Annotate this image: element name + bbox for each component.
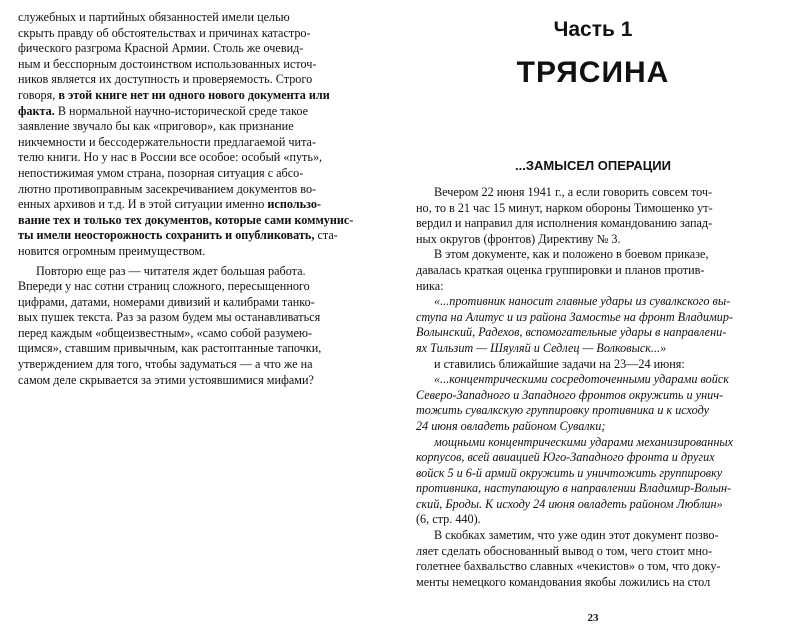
quote-line: ях Тильзит — Шяуляй и Седлец — Волковыск...» (416, 340, 667, 355)
left-line-bold (18, 213, 358, 229)
text-run: ста- (317, 228, 338, 243)
bold-run: вание тех и только тех документов, которые сами коммунис- (18, 212, 354, 227)
left-line: вых пушек текста. Раз за разом будем мы останавливаться (18, 310, 321, 325)
left-line-mixed (18, 228, 358, 244)
left-line: Впереди у нас сотни страниц сложного, пересыщенного (18, 279, 310, 294)
body-line: вердил и направил для исполнения командованию запад- (416, 216, 713, 231)
left-line: лютно противоправным засекречиванием документов во- (18, 181, 317, 196)
left-line-mixed (18, 104, 358, 120)
left-line: Повторю еще раз — читателя ждет большая работа. (36, 263, 306, 278)
quote-line: противника, наступающую в направлении Владимир-Волын- (416, 481, 732, 496)
left-line: ников является их доступность и проверяемость. Строго (18, 72, 313, 87)
left-line: скрыть правду об обстоятельствах и причинах катастро- (18, 25, 311, 40)
quote-line: ступа на Алитус и из района Замостье на фронт Владимир- (416, 309, 733, 324)
body-line: В скобках заметим, что уже один этот документ позво- (434, 528, 719, 543)
part-label: Часть 1 (553, 18, 633, 41)
body-line: давалась краткая оценка группировки и планов против- (416, 262, 705, 277)
quote-line: Северо-Западного и Западного фронтов окружить и унич- (416, 387, 724, 402)
quote-line: тожить сувалкскую группировку противника и к исходу (416, 403, 710, 418)
quote-line: «...противник наносит главные удары из сувалкского вы- (434, 294, 731, 309)
section-heading: ...ЗАМЫСЕЛ ОПЕРАЦИИ (515, 158, 671, 173)
body-line: менты немецкого командования якобы ложились на стол (416, 574, 711, 589)
text-run: В нормальной научно-исторической среде такое (57, 103, 309, 118)
body-line: В этом документе, как и положено в боевом приказе, (434, 247, 709, 262)
left-line: новится огромным преимуществом. (18, 243, 206, 258)
quote-line: Волынский, Радехов, вспомогательные удары в направлени- (416, 325, 727, 340)
body-line: ляет сделать обоснованный вывод о том, чего стоит мно- (416, 543, 713, 558)
quote-line: корпусов, всей авиацией Юго-Западного фронта и других (416, 450, 715, 465)
quote-line: мощными концентрическими ударами механизированных (434, 434, 734, 449)
left-line: непостижимая умом страна, позорная ситуация с абсо- (18, 165, 304, 180)
left-line: служебных и партийных обязанностей имели целью (18, 10, 290, 24)
left-line-mixed (18, 88, 358, 104)
body-line: ника: (416, 278, 444, 293)
left-line: утверждением для того, чтобы задуматься — а что же на (18, 357, 313, 372)
quote-line: войск 5 и 6-й армий окружить и уничтожить группировку (416, 465, 723, 480)
right-page (416, 10, 770, 590)
bold-run: в этой книге нет ни одного нового документа или (58, 87, 330, 102)
quote-line: 24 июня овладеть районом Сувалки; (416, 418, 606, 433)
page-number: 23 (587, 612, 599, 624)
bold-run: использо- (267, 197, 322, 212)
body-line: голетнее бахвальство славных «чекистов» о том, что доку- (416, 559, 721, 574)
left-line: перед каждым «общеизвестным», «само собой разумею- (18, 325, 313, 340)
part-title: ТРЯСИНА (516, 56, 670, 89)
left-line: никчемности и бессодержательности предлагаемой чита- (18, 134, 317, 149)
left-page (18, 10, 358, 388)
bold-run: факта. (18, 103, 55, 118)
left-line: цифрами, датами, номерами дивизий и калибрами танко- (18, 294, 315, 309)
body-line: Вечером 22 июня 1941 г., а если говорить совсем точ- (434, 185, 713, 199)
quote-line: ский, Броды. К исходу 24 июня овладеть районом Люблин» (416, 496, 723, 511)
left-line-mixed (18, 197, 358, 213)
body-line: ных округов (фронтов) Директиву № 3. (416, 231, 621, 246)
left-line: телю книги. Но у нас в России все особое: особый «путь», (18, 150, 323, 165)
left-line: ным и бесспорным достоинством использованных источ- (18, 56, 317, 71)
left-line: фического разгрома Красной Армии. Столь же очевид- (18, 41, 304, 56)
text-run: енных архивов и т.д. И в этой ситуации именно (18, 197, 265, 212)
body-line: но, то в 21 час 15 минут, нарком обороны Тимошенко ут- (416, 200, 713, 215)
left-line: заявление звучало бы как «приговор», как признание (18, 119, 294, 134)
bold-run: ты имели неосторожность сохранить и опубликовать, (18, 228, 315, 243)
quote-line: «...концентрическими сосредоточенными ударами войск (434, 372, 729, 387)
body-line: и ставились ближайшие задачи на 23—24 июня: (434, 356, 685, 371)
left-line: щимся», ставшим привычным, как растоптанные тапочки, (18, 341, 322, 356)
citation: (6, стр. 440). (416, 512, 481, 527)
text-run: говоря, (18, 87, 56, 102)
left-line: самом деле скрывается за этими устоявшимися мифами? (18, 372, 314, 387)
